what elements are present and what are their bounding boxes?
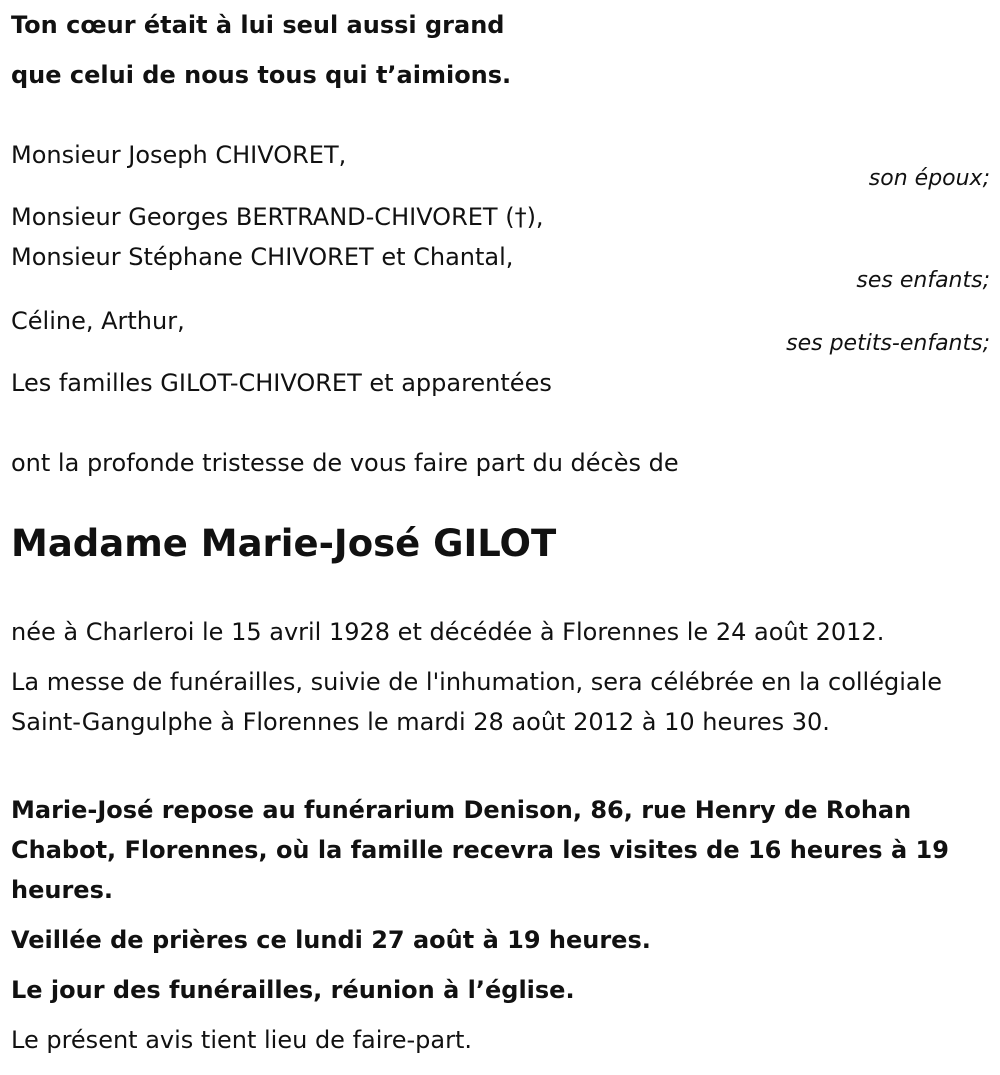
epigraph-line-1: Ton cœur était à lui seul aussi grand	[11, 11, 505, 39]
birth-death-details: née à Charleroi le 15 avril 1928 et décédée à Florennes le 24 août 2012.	[11, 618, 885, 646]
child-name-1: Monsieur Georges BERTRAND-CHIVORET (†),	[11, 203, 544, 231]
grandchildren-names: Céline, Arthur,	[11, 307, 185, 335]
funerarium-details: Marie-José repose au funérarium Denison, 86, rue Henry de Rohan Chabot, Florennes, où la famille recevra les visites de 16 heures à 19 heures.	[11, 796, 949, 904]
church-meeting-details: Le jour des funérailles, réunion à l’église.	[11, 976, 575, 1004]
announcement-text: ont la profonde tristesse de vous faire part du décès de	[11, 449, 679, 477]
epigraph-line-2: que celui de nous tous qui t’aimions.	[11, 61, 512, 89]
husband-role: son époux;	[868, 166, 990, 191]
funeral-mass-details: La messe de funérailles, suivie de l'inhumation, sera célébrée en la collégiale Saint-Gangulphe à Florennes le mardi 28 août 2012 à 10 heures 30.	[11, 668, 943, 736]
extended-families: Les familles GILOT-CHIVORET et apparentées	[11, 369, 552, 397]
grandchildren-role: ses petits-enfants;	[786, 331, 990, 356]
child-name-2: Monsieur Stéphane CHIVORET et Chantal,	[11, 243, 514, 271]
notice-statement: Le présent avis tient lieu de faire-part.	[11, 1026, 473, 1054]
deceased-name: Madame Marie-José GILOT	[11, 522, 557, 565]
vigil-details: Veillée de prières ce lundi 27 août à 19 heures.	[11, 926, 651, 954]
husband-name: Monsieur Joseph CHIVORET,	[11, 141, 347, 169]
children-role: ses enfants;	[856, 268, 990, 293]
